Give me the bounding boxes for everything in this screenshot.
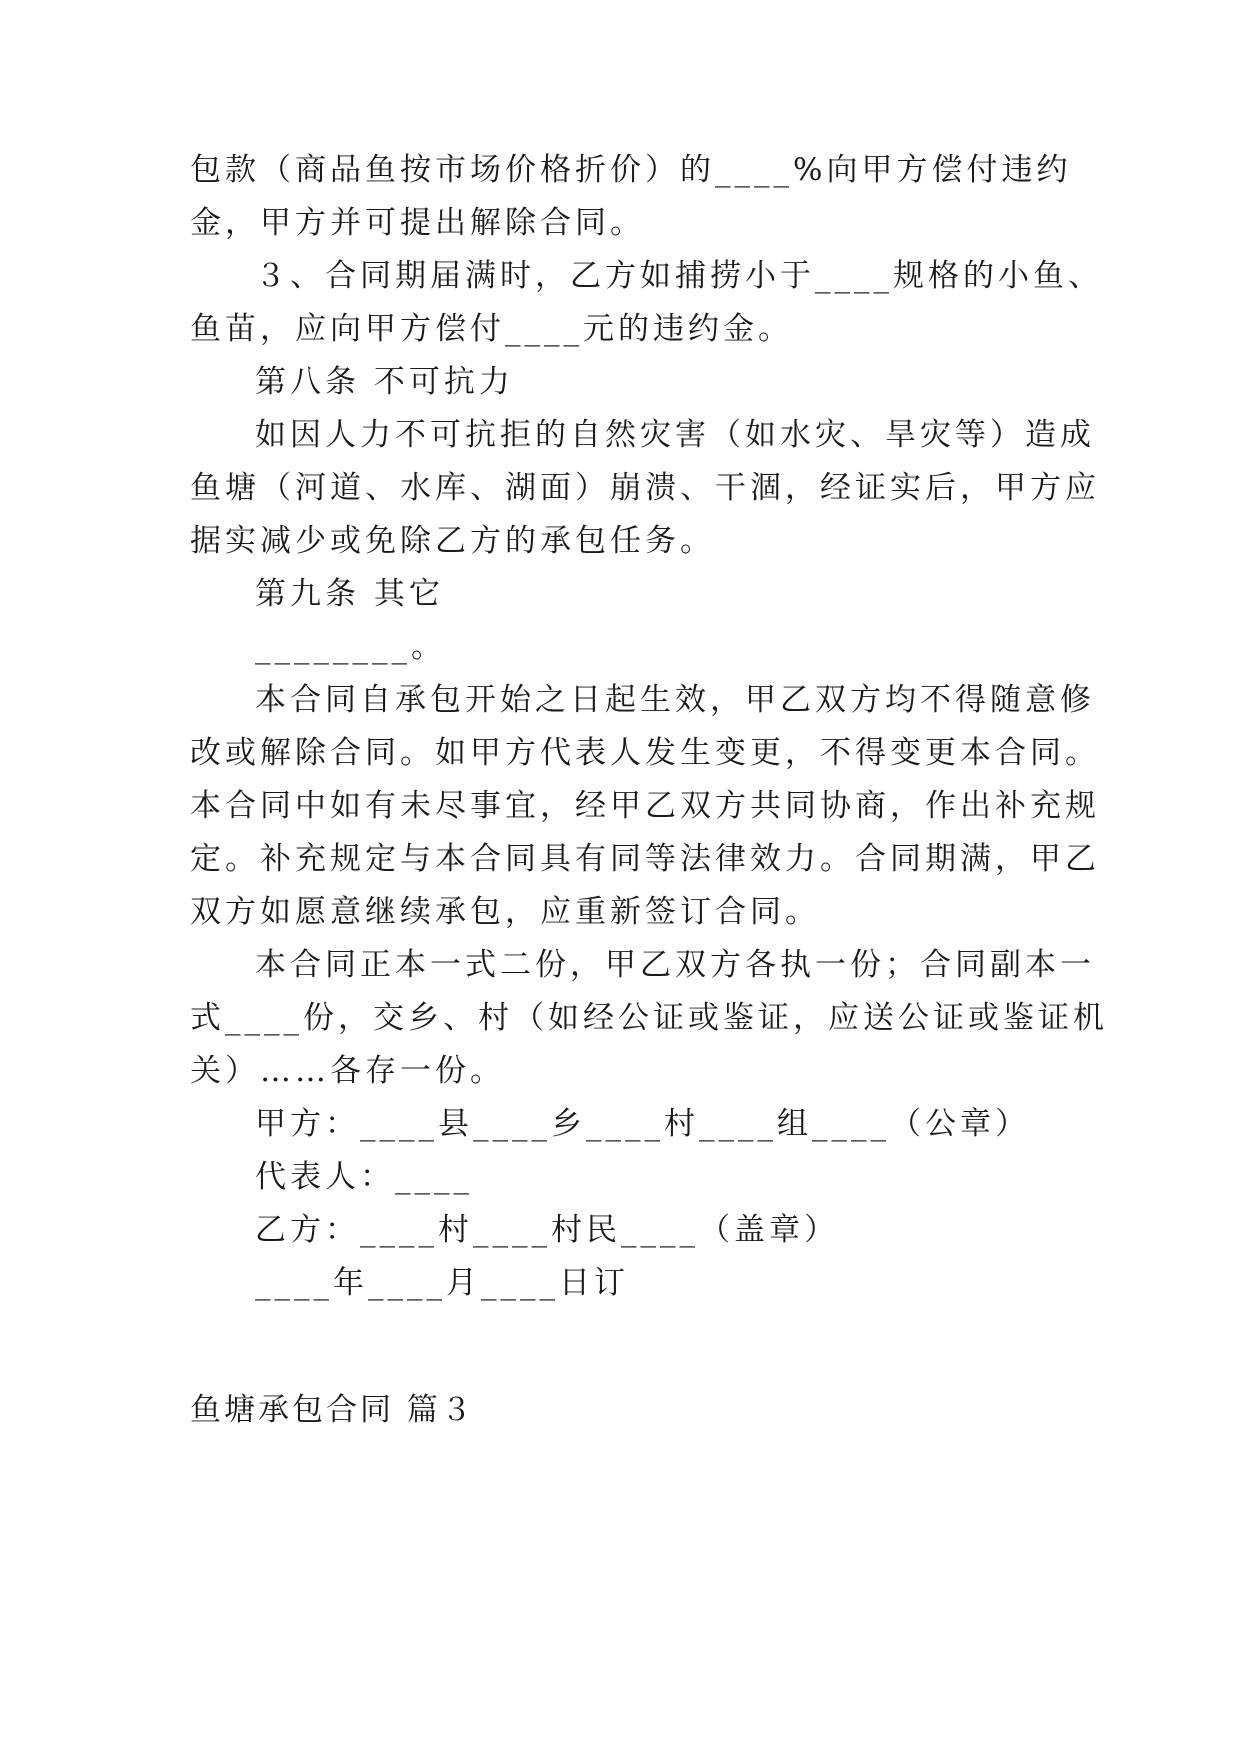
blank-line: ________。 bbox=[255, 629, 446, 665]
paragraph-line: 式____份，交乡、村（如经公证或鉴证，应送公证或鉴证机 bbox=[190, 1000, 1108, 1036]
party-b-signature-line: 乙方：____村____村民____（盖章） bbox=[255, 1212, 839, 1248]
paragraph-line: 鱼苗，应向甲方偿付____元的违约金。 bbox=[190, 311, 793, 347]
party-a-signature-line: 甲方：____县____乡____村____组____（公章） bbox=[255, 1106, 1030, 1142]
section-heading: 鱼塘承包合同 篇３ bbox=[190, 1392, 475, 1428]
paragraph-line: 鱼塘（河道、水库、湖面）崩溃、干涸，经证实后，甲方应 bbox=[190, 470, 1100, 506]
paragraph-line: 定。补充规定与本合同具有同等法律效力。合同期满，甲乙 bbox=[190, 841, 1100, 877]
article-8-heading: 第八条 不可抗力 bbox=[255, 364, 514, 400]
paragraph-line: 本合同中如有未尽事宜，经甲乙双方共同协商，作出补充规 bbox=[190, 788, 1100, 824]
date-line: ____年____月____日订 bbox=[255, 1265, 629, 1301]
paragraph-line: 双方如愿意继续承包，应重新签订合同。 bbox=[190, 894, 820, 930]
article-9-heading: 第九条 其它 bbox=[255, 576, 444, 612]
representative-line: 代表人：____ bbox=[255, 1159, 473, 1195]
paragraph-line: 本合同正本一式二份，甲乙双方各执一份；合同副本一 bbox=[255, 947, 1095, 983]
paragraph-line: 据实减少或免除乙方的承包任务。 bbox=[190, 523, 715, 559]
paragraph-line: 本合同自承包开始之日起生效，甲乙双方均不得随意修 bbox=[255, 682, 1095, 718]
paragraph-line: 如因人力不可抗拒的自然灾害（如水灾、旱灾等）造成 bbox=[255, 417, 1095, 453]
paragraph-line: 改或解除合同。如甲方代表人发生变更，不得变更本合同。 bbox=[190, 735, 1100, 771]
clause-item-3-line: ３、合同期届满时，乙方如捕捞小于____规格的小鱼、 bbox=[255, 258, 1103, 294]
paragraph-line: 金，甲方并可提出解除合同。 bbox=[190, 205, 645, 241]
paragraph-line: 关）……各存一份。 bbox=[190, 1053, 505, 1089]
paragraph-line: 包款（商品鱼按市场价格折价）的____%向甲方偿付违约 bbox=[190, 152, 1072, 188]
